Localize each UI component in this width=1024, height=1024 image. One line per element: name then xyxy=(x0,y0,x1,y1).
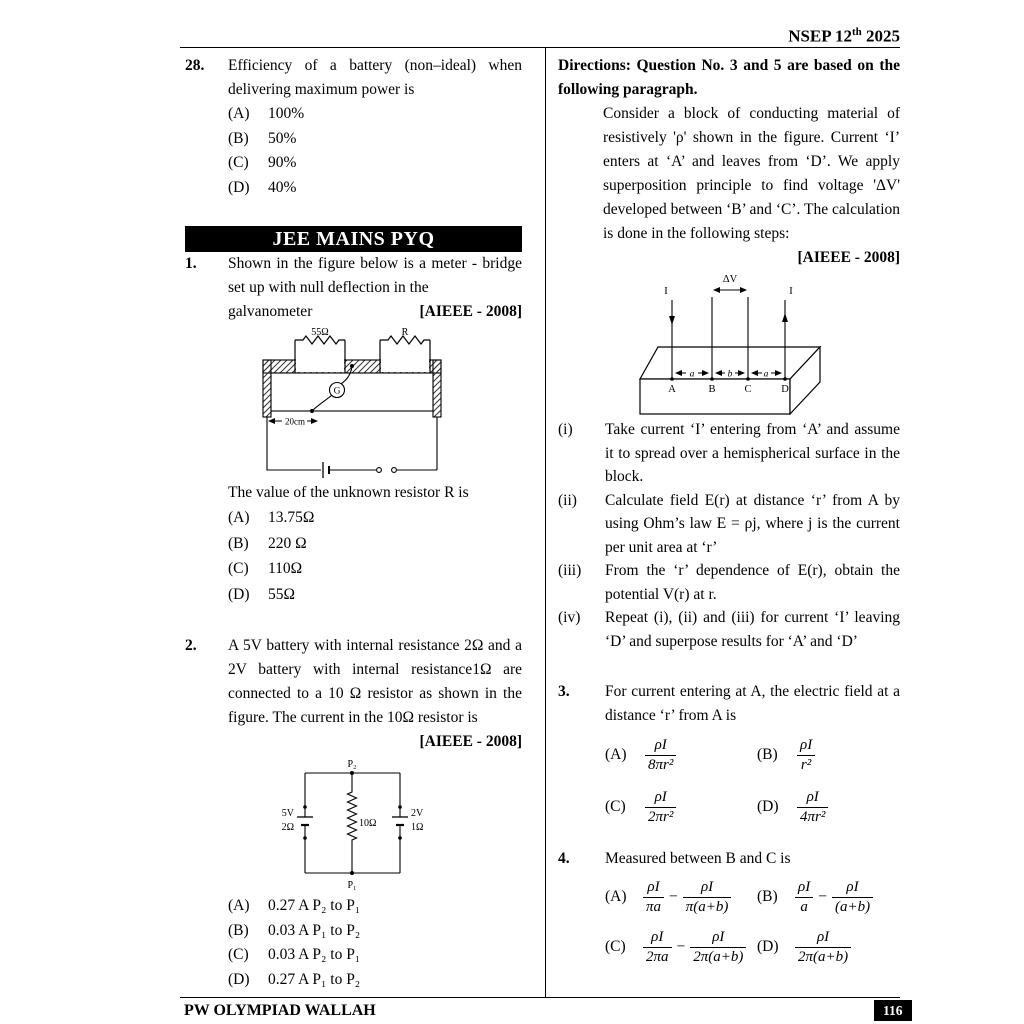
option-d: (D) 40% xyxy=(228,178,297,196)
q3-options-grid xyxy=(605,731,900,831)
current-out-label: I xyxy=(789,286,793,297)
galvanometer-label: G xyxy=(333,386,341,397)
dist-bc-label: b xyxy=(727,369,733,380)
meter-bridge-figure xyxy=(255,326,470,481)
resistor-left-label: 55Ω xyxy=(311,327,329,338)
node-top-label: P₂ xyxy=(347,759,357,770)
point-b-label: B xyxy=(708,384,716,395)
q4-options-grid xyxy=(605,874,900,970)
option-b: (B) $\frac{\rho I}{a}$ − $\frac{\rho I}{(a+b)}$ xyxy=(757,874,900,920)
option-c: (C) 0.03 A P₂ to P₁ xyxy=(228,946,361,963)
point-d-label: D xyxy=(781,384,789,395)
options-list xyxy=(228,102,522,200)
question-text: Shown in the figure below is a meter - bridge set up with null deflection in the xyxy=(228,255,522,296)
option-d: (D) 0.27 A P₁ to P₂ xyxy=(228,970,361,988)
resistor-right-label: R xyxy=(401,327,409,338)
option-a: (A) $\frac{\rho I}{\pi a}$ − $\frac{\rho I}{\pi(a+b)}$ xyxy=(605,874,757,920)
question-number: 28. xyxy=(185,57,205,74)
two-battery-circuit-figure xyxy=(280,758,425,893)
option-a: (A) $\frac{\rho I}{\text{8πr²}}$ xyxy=(605,731,757,779)
question-text-continuation: galvanometer [AIEEE - 2008] xyxy=(228,300,522,324)
option-c: (C) $\frac{\rho I}{\text{2πr²}}$ xyxy=(605,783,757,831)
dist-ab-label: a xyxy=(689,369,695,380)
footer-rule xyxy=(180,997,900,998)
delta-v-label: ΔV xyxy=(722,274,738,285)
option-b: (B) 220 Ω xyxy=(228,534,307,552)
option-c: (C) $\frac{\rho I}{2\pi a}$ − $\frac{\rho I}{2\pi(a+b)}$ xyxy=(605,924,757,970)
source-ref: [AIEEE - 2008] xyxy=(419,303,522,320)
header-exam-name: NSEP 12 xyxy=(788,26,852,46)
option-b: (B) 50% xyxy=(228,129,297,147)
page-header-title xyxy=(788,22,900,47)
option-a: (A) 0.27 A P₂ to P₁ xyxy=(228,897,361,914)
question-text: Measured between B and C is xyxy=(605,850,791,867)
current-in-label: I xyxy=(664,286,668,297)
left-emf-label: 5V xyxy=(281,808,294,819)
question-number: 4. xyxy=(558,850,570,867)
header-exam-year: 2025 xyxy=(861,26,900,46)
conducting-block-figure xyxy=(635,270,825,415)
header-rule xyxy=(180,47,900,48)
left-column xyxy=(185,54,522,992)
option-a: (A) 13.75Ω xyxy=(228,509,315,526)
source-ref: [AIEEE - 2008] xyxy=(419,733,522,750)
option-b: (B) $\frac{\rho I}{\text{r²}}$ xyxy=(757,731,900,779)
page-number-badge: 116 xyxy=(874,1000,912,1021)
question-number: 3. xyxy=(558,683,570,700)
option-a: (A) 100% xyxy=(228,105,305,122)
question-number: 1. xyxy=(185,255,197,272)
options-list xyxy=(228,894,522,992)
question-number: 2. xyxy=(185,637,197,654)
left-resistance-label: 2Ω xyxy=(281,822,294,833)
dist-cd-label: a xyxy=(763,369,769,380)
step-ii: (ii) Calculate field E(r) at distance ‘r’ from A by using Ohm’s law E = ρj, where j is the current per unit area at ‘r’ xyxy=(558,491,900,556)
mid-resistance-label: 10Ω xyxy=(359,818,377,829)
question-2 xyxy=(185,634,522,992)
length-label: 20cm xyxy=(285,416,305,427)
step-iii: (iii) From the ‘r’ dependence of E(r), obtain the potential V(r) at r. xyxy=(558,562,900,603)
point-c-label: C xyxy=(744,384,752,395)
source-ref: [AIEEE - 2008] xyxy=(797,249,900,266)
footer-brand: PW OLYMPIAD WALLAH xyxy=(184,1002,376,1019)
section-banner-jee-mains-pyq: JEE MAINS PYQ xyxy=(185,226,522,252)
right-emf-label: 2V xyxy=(411,808,424,819)
option-d: (D) 55Ω xyxy=(228,585,296,603)
step-i: (i) Take current ‘I’ entering from ‘A’ and assume it to spread over a hemispherical surface in the block. xyxy=(558,421,900,485)
directions-text: Directions: Question No. 3 and 5 are based on the following paragraph. xyxy=(558,57,900,98)
node-bottom-label: P₁ xyxy=(347,880,357,891)
option-c: (C) 110Ω xyxy=(228,560,303,577)
step-iv: (iv) Repeat (i), (ii) and (iii) for current ‘I’ leaving ‘D’ and superpose results for ‘A’ and ‘D’ xyxy=(558,609,900,650)
point-a-label: A xyxy=(668,384,676,395)
option-d: (D) $\frac{\rho I}{\text{4πr²}}$ xyxy=(757,783,900,831)
column-divider xyxy=(545,48,546,997)
question-28 xyxy=(185,54,522,200)
options-list xyxy=(228,505,522,607)
question-text: For current entering at A, the electric field at a distance ‘r’ from A is xyxy=(605,683,900,724)
right-column xyxy=(558,54,900,970)
right-resistance-label: 1Ω xyxy=(411,822,424,833)
header-exam-sup: th xyxy=(851,26,862,38)
option-b: (B) 0.03 A P₁ to P₂ xyxy=(228,921,361,939)
option-c: (C) 90% xyxy=(228,154,297,171)
question-1 xyxy=(185,252,522,607)
question-text: A 5V battery with internal resistance 2Ω and a 2V battery with internal resistance1Ω are connected to a 10 Ω resistor as shown in the figure. The current in the 10Ω resistor is xyxy=(228,637,522,726)
question-4 xyxy=(558,847,900,871)
paragraph-text: Consider a block of conducting material of resistively 'ρ' shown in the figure. Current ‘I’ enters at ‘A’ and leaves from ‘D’. We apply superposition principle to find voltage 'ΔV' developed between ‘B’ and ‘C’. The calculation is done in the following steps: xyxy=(603,105,900,242)
steps-list xyxy=(558,418,900,653)
question-prompt: The value of the unknown resistor R is xyxy=(228,484,469,501)
question-text: Efficiency of a battery (non–ideal) when delivering maximum power is xyxy=(228,57,522,98)
question-3 xyxy=(558,680,900,728)
option-d: (D) $\frac{\rho I}{2\pi(a+b)}$ xyxy=(757,924,900,970)
